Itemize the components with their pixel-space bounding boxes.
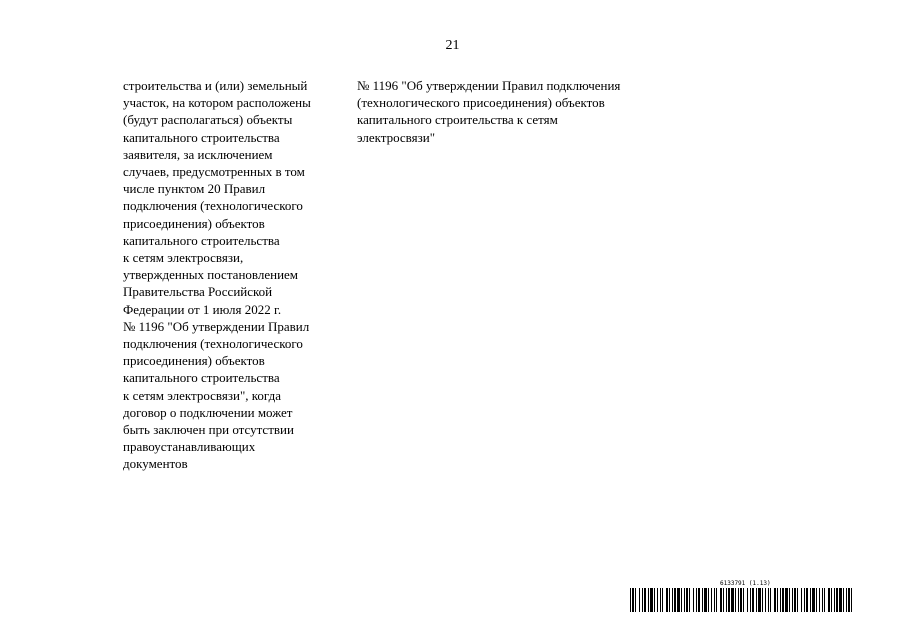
- left-text-line: правоустанавливающих: [123, 439, 256, 455]
- left-text-line: капитального строительства: [123, 232, 280, 248]
- barcode-bar: [740, 588, 742, 612]
- barcode-bar: [834, 588, 835, 612]
- barcode-bar: [738, 588, 739, 612]
- barcode-bar: [654, 588, 655, 612]
- barcode-bar: [644, 588, 646, 612]
- barcode-bar: [774, 588, 776, 612]
- left-text-line: (будут располагаться) объекты: [123, 112, 293, 128]
- barcode-bar: [822, 588, 823, 612]
- left-text-line: договор о подключении может: [123, 404, 293, 420]
- barcode-bar: [669, 588, 670, 612]
- left-text-line: капитального строительства: [123, 129, 280, 145]
- barcode-bar: [752, 588, 754, 612]
- left-text-line: к сетям электросвязи,: [123, 250, 244, 266]
- barcode-bar: [642, 588, 643, 612]
- barcode-bar: [686, 588, 688, 612]
- barcode-bar: [726, 588, 727, 612]
- barcode-bar: [843, 588, 844, 612]
- barcode-bar: [728, 588, 730, 612]
- barcode-bar: [657, 588, 658, 612]
- barcode-bar: [768, 588, 769, 612]
- barcode-bar: [762, 588, 763, 612]
- left-text-line: Федерации от 1 июля 2022 г.: [123, 301, 282, 317]
- barcode-bar: [689, 588, 690, 612]
- barcode-bar: [851, 588, 852, 612]
- barcode-bar: [674, 588, 676, 612]
- right-text-line: электросвязи": [357, 129, 436, 145]
- left-text-line: № 1196 "Об утверждении Правил: [123, 318, 310, 334]
- barcode-bar: [714, 588, 715, 612]
- barcode-bar: [630, 588, 631, 612]
- barcode-bar: [662, 588, 663, 612]
- left-text-line: случаев, предусмотренных в том: [123, 164, 305, 180]
- left-text-line: капитального строительства: [123, 370, 280, 386]
- barcode-bar: [702, 588, 703, 612]
- barcode-bar: [789, 588, 790, 612]
- barcode-bar: [632, 588, 634, 612]
- barcode-bar: [720, 588, 722, 612]
- barcode-bar: [819, 588, 820, 612]
- barcode-bar: [804, 588, 805, 612]
- barcode-bar: [648, 588, 649, 612]
- left-text-line: строительства и (или) земельный: [123, 78, 308, 93]
- right-text-line: № 1196 "Об утверждении Правил подключения: [357, 78, 621, 93]
- barcode-bar: [758, 588, 761, 612]
- right-text-line: капитального строительства к сетям: [357, 112, 558, 128]
- barcode-icon: [630, 588, 856, 612]
- barcode-bar: [650, 588, 653, 612]
- barcode-bar: [696, 588, 697, 612]
- barcode-bar: [704, 588, 707, 612]
- barcode-bar: [765, 588, 766, 612]
- barcode-bar: [635, 588, 636, 612]
- barcode-bar: [684, 588, 685, 612]
- left-text-line: документов: [123, 456, 188, 472]
- barcode-bar: [693, 588, 694, 612]
- barcode-bar: [750, 588, 751, 612]
- barcode-bar: [792, 588, 793, 612]
- left-text-line: присоединения) объектов: [123, 353, 265, 369]
- left-text-line: присоединения) объектов: [123, 215, 265, 231]
- right-column-text: [357, 77, 697, 146]
- barcode-bar: [831, 588, 832, 612]
- left-text-line: утвержденных постановлением: [123, 267, 299, 283]
- barcode-bar: [747, 588, 748, 612]
- barcode-bar: [756, 588, 757, 612]
- left-text-line: к сетям электросвязи", когда: [123, 387, 281, 403]
- barcode-bar: [812, 588, 815, 612]
- left-text-line: участок, на котором расположены: [123, 95, 311, 111]
- barcode-bar: [828, 588, 830, 612]
- barcode-bar: [770, 588, 771, 612]
- barcode-bar: [846, 588, 847, 612]
- barcode-bar: [716, 588, 717, 612]
- barcode-bar: [782, 588, 784, 612]
- left-text-line: быть заключен при отсутствии: [123, 422, 294, 438]
- barcode-bar: [806, 588, 808, 612]
- barcode-bar: [672, 588, 673, 612]
- page-number: 21: [445, 38, 460, 53]
- barcode-bar: [698, 588, 700, 612]
- barcode-bar: [681, 588, 682, 612]
- barcode-bar: [708, 588, 709, 612]
- barcode-bar: [816, 588, 817, 612]
- barcode-bar: [785, 588, 788, 612]
- barcode-bar: [723, 588, 724, 612]
- barcode-bar: [801, 588, 802, 612]
- left-text-line: числе пунктом 20 Правил: [123, 181, 266, 197]
- barcode-bar: [735, 588, 736, 612]
- barcode-bar: [824, 588, 825, 612]
- left-text-line: заявителя, за исключением: [123, 146, 273, 162]
- document-barcode: [630, 580, 856, 612]
- barcode-bar: [780, 588, 781, 612]
- barcode-bar: [666, 588, 668, 612]
- barcode-bar: [711, 588, 712, 612]
- barcode-bar: [731, 588, 734, 612]
- barcode-bar: [743, 588, 744, 612]
- barcode-bar: [777, 588, 778, 612]
- right-text-line: (технологического присоединения) объектов: [357, 95, 605, 111]
- barcode-bar: [677, 588, 680, 612]
- left-text-line: Правительства Российской: [123, 284, 273, 300]
- barcode-bar: [794, 588, 796, 612]
- barcode-bar: [660, 588, 661, 612]
- barcode-bar: [836, 588, 838, 612]
- barcode-bar: [848, 588, 850, 612]
- barcode-bar: [839, 588, 842, 612]
- barcode-bar: [797, 588, 798, 612]
- left-text-line: подключения (технологического: [123, 336, 303, 352]
- barcode-label: 6133791 (1.13): [720, 580, 771, 587]
- left-text-line: подключения (технологического: [123, 198, 303, 214]
- barcode-bar: [639, 588, 640, 612]
- left-column-text: [123, 77, 358, 473]
- barcode-bar: [810, 588, 811, 612]
